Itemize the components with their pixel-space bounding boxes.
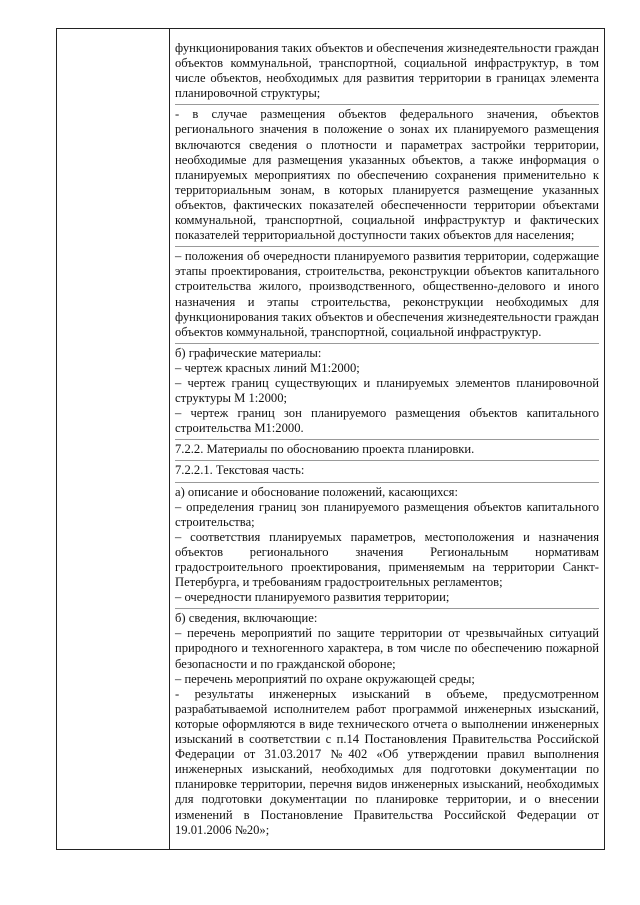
paragraph-block: [175, 344, 599, 441]
paragraph-block: [175, 247, 599, 344]
paragraph-line: – определения границ зон планируемого размещения объектов капитального строительства;: [175, 499, 599, 529]
paragraph-line: 7.2.2.1. Текстовая часть:: [175, 463, 305, 478]
paragraph-block: [175, 39, 599, 105]
paragraph-block: [175, 609, 599, 840]
document-table: [56, 28, 605, 850]
paragraph-line: – перечень мероприятий по защите территории от чрезвычайных ситуаций природного и техногенного характера, в том числе по обеспечению пожарной безопасности и по гражданской обороне;: [175, 626, 599, 671]
paragraph-line: – чертеж границ зон планируемого размещения объектов капитального строительства М1:2000.: [175, 406, 599, 436]
paragraph-line: 7.2.2. Материалы по обоснованию проекта планировки.: [175, 442, 475, 457]
paragraph-block: [175, 440, 599, 461]
paragraph-line: – чертеж красных линий М1:2000;: [175, 360, 360, 375]
paragraph-block: [175, 483, 599, 610]
paragraph-line: – перечень мероприятий по охране окружающей среды;: [175, 671, 475, 686]
paragraph-block: [175, 461, 599, 482]
paragraph-line: – положения об очередности планируемого развития территории, содержащие этапы проектирования, строительства, реконструкции объектов капитального строительства жилого, производственного, общественно-делового и иного назначения и этапы строительства, реконструкции необходимых для функционирования таких объектов и обеспечения жизнедеятельности граждан объектов коммунальной, транспортной, социальной инфраструктур.: [175, 249, 599, 339]
paragraph-line: - в случае размещения объектов федерального значения, объектов регионального значения в положение о зонах их планируемого размещения включаются сведения о плотности и параметрах застройки территории, необходимые для размещения указанных объектов, а также информация о планируемых мероприятиях по обеспечению сохранения применительно к территориальным зонам, в которых планируется размещение указанных объектов, фактических показателей обеспеченности территории объектами коммунальной, транспортной, социальной инфраструктур и фактических показателей территориальной доступности таких объектов для населения;: [175, 107, 599, 243]
paragraph-line: – очередности планируемого развития территории;: [175, 590, 450, 605]
paragraph-line: – чертеж границ существующих и планируемых элементов планировочной структуры М 1:2000;: [175, 375, 599, 406]
paragraph-line: - результаты инженерных изысканий в объеме, предусмотренном разрабатываемой исполнителем работ программой инженерных изысканий, которые оформляются в виде технического отчета о выполнении инженерных изысканий в соответствии с п.14 Постановления Правительства Российской Федерации от 31.03.2017 №402 «Об утверждении правил выполнения инженерных изысканий, необходимых для подготовки документации по планировке территории, перечня видов инженерных изысканий, необходимых для подготовки документации по планировке территории, и о внесении изменений в Постановление Правительства Российской Федерации от 19.01.2006 №20»;: [175, 686, 599, 837]
paragraph-block: [175, 105, 599, 247]
paragraph-line: функционирования таких объектов и обеспечения жизнедеятельности граждан объектов коммунальной, транспортной, социальной инфраструктур, в том числе объектов, необходимых для развития территории в границах элемента планировочной структуры;: [175, 41, 599, 101]
requirements-cell: [170, 29, 604, 849]
paragraph-line: а) описание и обоснование положений, касающихся:: [175, 484, 458, 499]
paragraph-line: – соответствия планируемых параметров, местоположения и назначения объектов регионального значения Региональным нормативам градостроительного проектирования, применяемым на территории Санкт-Петербурга, и требованиям градостроительных регламентов;: [175, 529, 599, 590]
paragraph-line: б) сведения, включающие:: [175, 611, 318, 626]
paragraph-line: б) графические материалы:: [175, 345, 322, 360]
